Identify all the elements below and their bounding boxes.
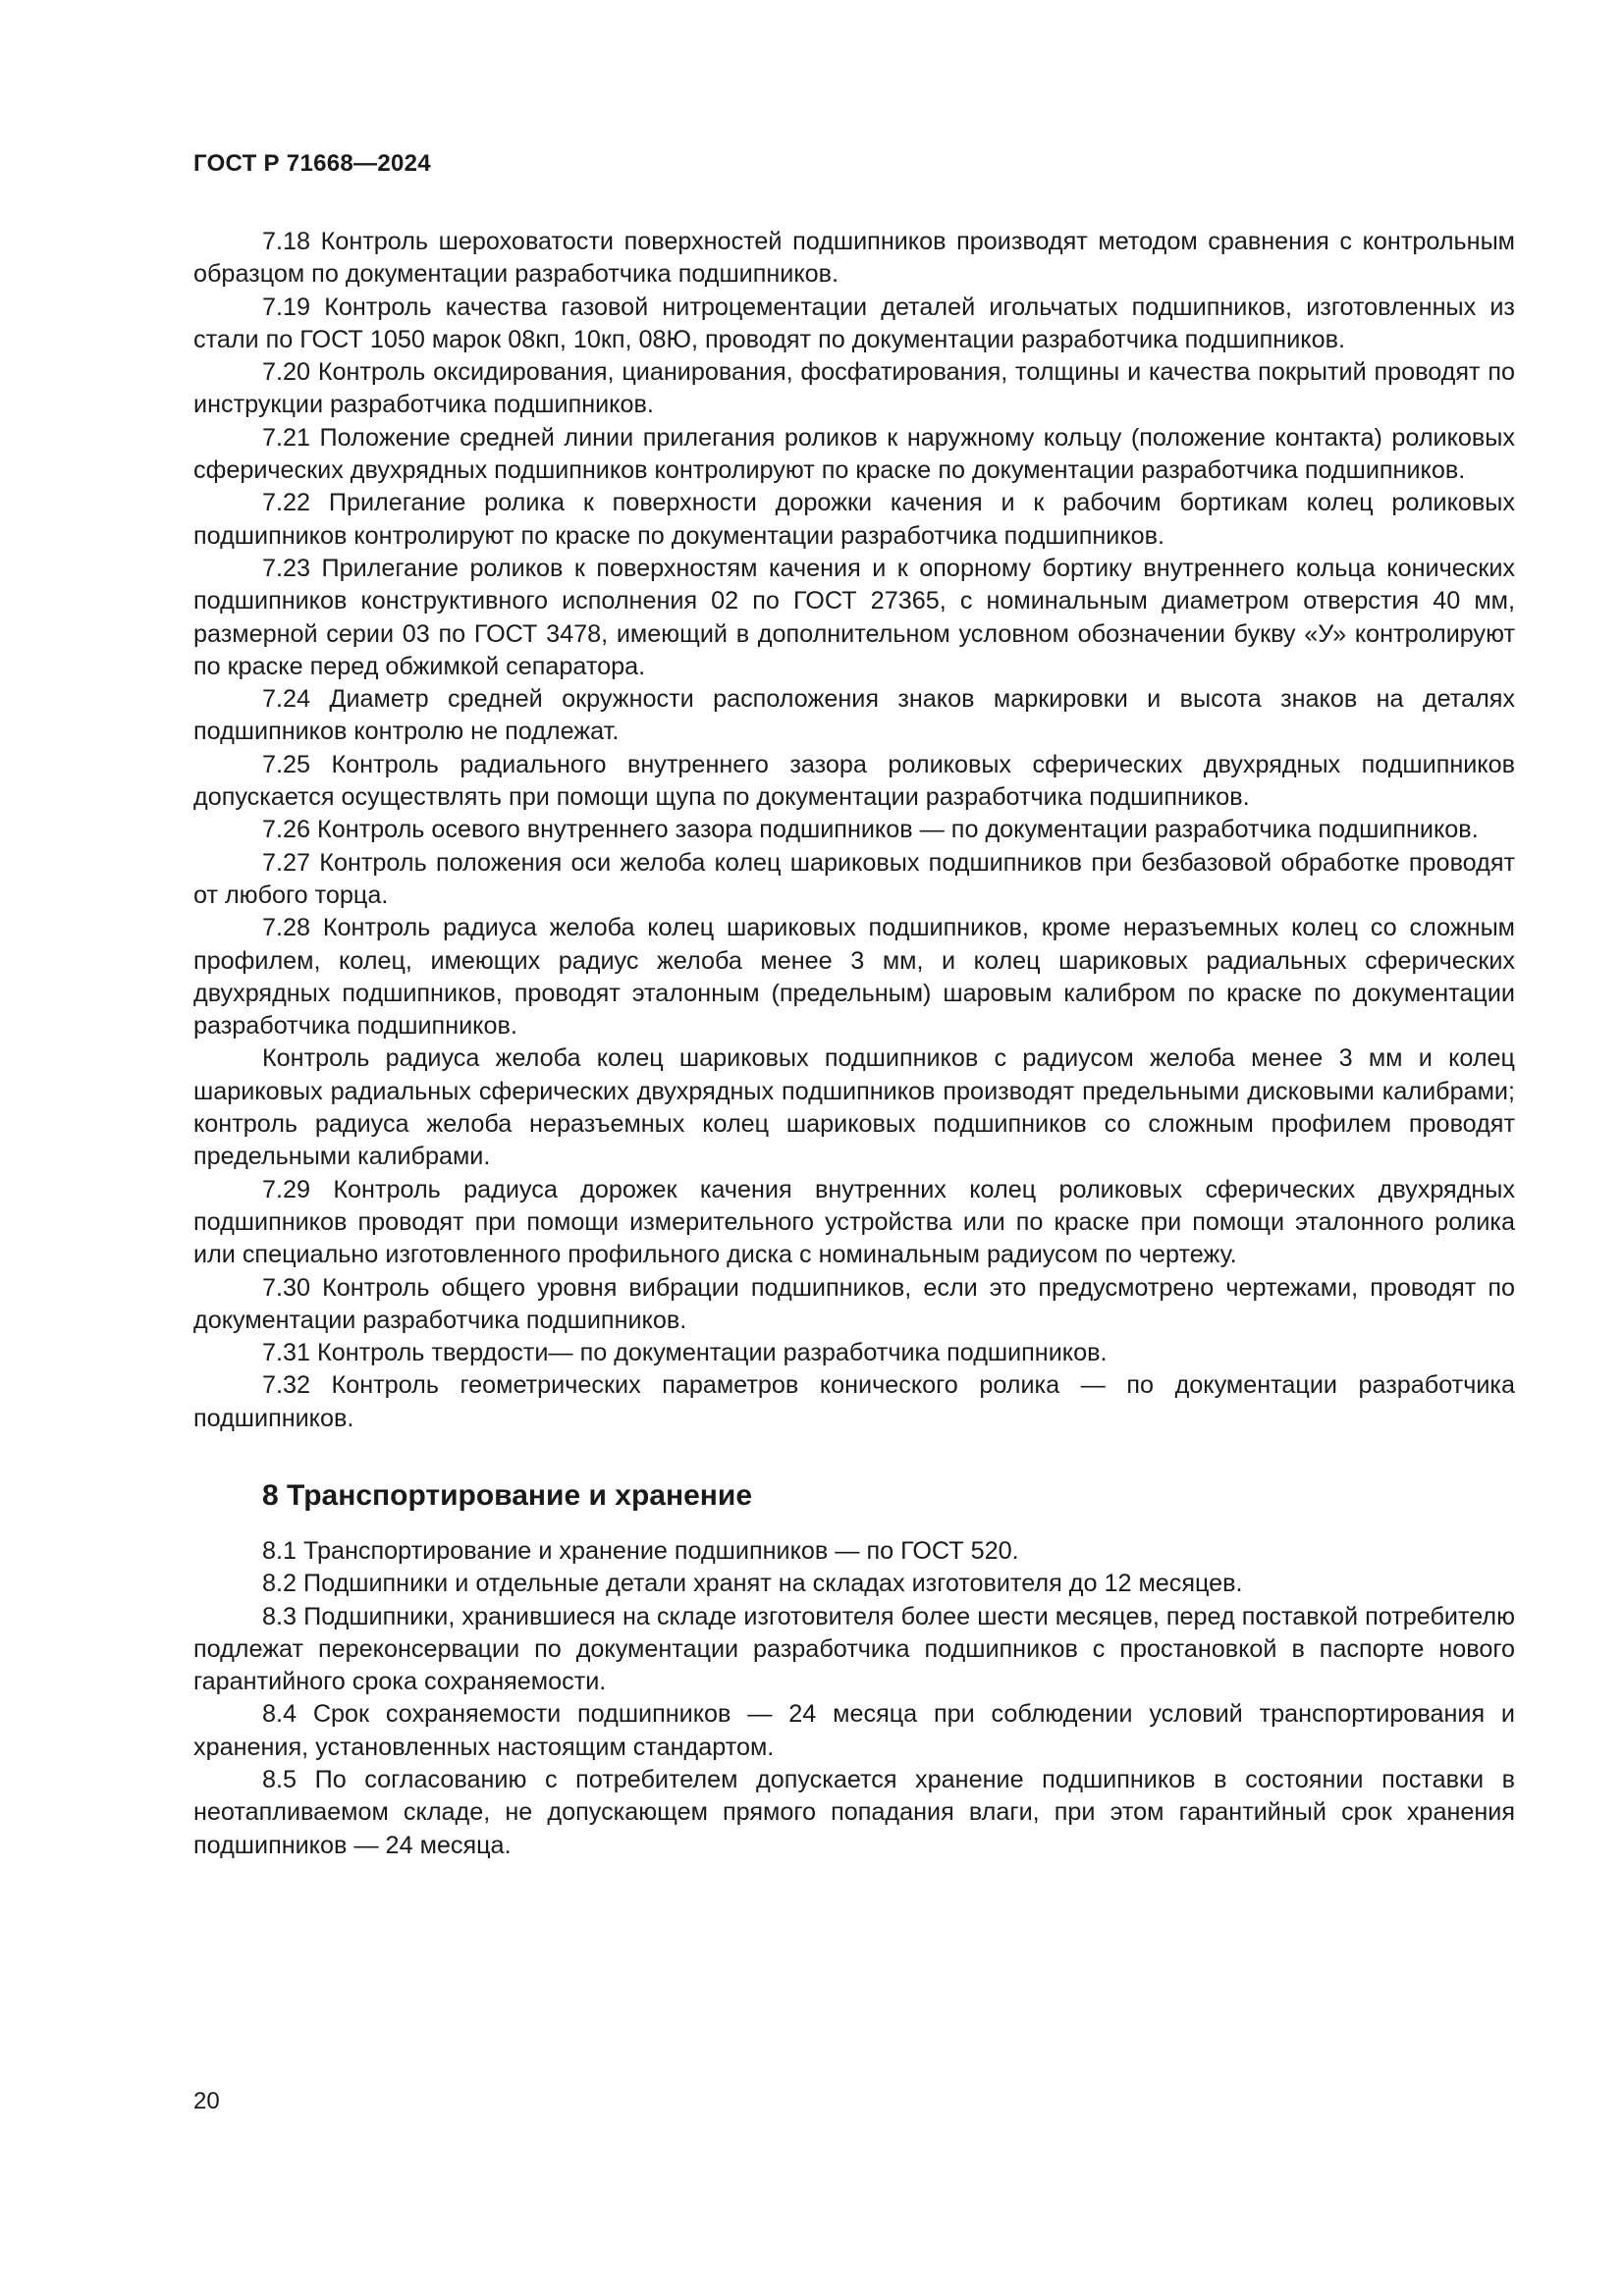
document-code-header: ГОСТ Р 71668—2024 bbox=[193, 150, 431, 177]
clause-7-25: 7.25 Контроль радиального внутреннего зазора роликовых сферических двухрядных подшипников допускается осуществлять при помощи щупа по документации разработчика подшипников. bbox=[193, 750, 1515, 812]
clause-8-3: 8.3 Подшипники, хранившиеся на складе изготовителя более шести месяцев, перед поставкой потребителю подлежат переконсервации по документации разработчика подшипников с простановкой в паспорте нового гарантийного срока сохраняемости. bbox=[193, 1602, 1515, 1696]
section-8-clauses bbox=[193, 1535, 1515, 1862]
clause-7-23: 7.23 Прилегание роликов к поверхностям качения и к опорному бортику внутреннего кольца конических подшипников конструктивного исполнения 02 по ГОСТ 27365, с номинальным диаметром отверстия 40 мм, размерной серии 03 по ГОСТ 3478, имеющий в дополнительном условном обозначении букву «У» контролируют по краске перед обжимкой сепаратора. bbox=[193, 554, 1515, 680]
section-8-heading: 8 Транспортирование и хранение bbox=[262, 1478, 753, 1512]
clause-8-4: 8.4 Срок сохраняемости подшипников — 24 месяца при соблюдении условий транспортирования и хранения, установленных настоящим стандартом. bbox=[193, 1700, 1515, 1761]
document-body bbox=[193, 226, 1515, 1862]
clause-7-22: 7.22 Прилегание ролика к поверхности дорожки качения и к рабочим бортикам колец роликовых подшипников контролируют по краске по документации разработчика подшипников. bbox=[193, 489, 1515, 550]
clause-7-28: 7.28 Контроль радиуса желоба колец шариковых подшипников, кроме неразъемных колец со сложным профилем, колец, имеющих радиус желоба менее 3 мм, и колец шариковых радиальных сферических двухрядных подшипников, проводят эталонным (предельным) шаровым калибром по краске по документации разработчика подшипников. bbox=[193, 914, 1515, 1041]
clause-7-31: 7.31 Контроль твердости— по документации разработчика подшипников. bbox=[262, 1339, 1108, 1367]
clause-7-28-continued: Контроль радиуса желоба колец шариковых подшипников с радиусом желоба менее 3 мм и колец шариковых радиальных сферических двухрядных подшипников производят предельными дисковыми калибрами; контроль радиуса желоба неразъемных колец шариковых подшипников со сложным профилем проводят предельными калибрами. bbox=[193, 1044, 1515, 1171]
clause-8-5: 8.5 По согласованию с потребителем допускается хранение подшипников в состоянии поставки в неотапливаемом складе, не допускающем прямого попадания влаги, при этом гарантийный срок хранения подшипников — 24 месяца. bbox=[193, 1766, 1515, 1859]
clause-7-26: 7.26 Контроль осевого внутреннего зазора подшипников — по документации разработчика подшипников. bbox=[262, 816, 1479, 844]
clause-7-24: 7.24 Диаметр средней окружности расположения знаков маркировки и высота знаков на деталях подшипников контролю не подлежат. bbox=[193, 685, 1515, 746]
clause-7-30: 7.30 Контроль общего уровня вибрации подшипников, если это предусмотрено чертежами, проводят по документации разработчика подшипников. bbox=[193, 1273, 1515, 1334]
clause-7-32: 7.32 Контроль геометрических параметров конического ролика — по документации разработчика подшипников. bbox=[193, 1371, 1515, 1432]
clause-8-2: 8.2 Подшипники и отдельные детали хранят на складах изготовителя до 12 месяцев. bbox=[262, 1570, 1243, 1598]
clause-7-27: 7.27 Контроль положения оси желоба колец шариковых подшипников при безбазовой обработке проводят от любого торца. bbox=[193, 848, 1515, 909]
clause-8-1: 8.1 Транспортирование и хранение подшипников — по ГОСТ 520. bbox=[262, 1536, 1019, 1565]
clause-7-19: 7.19 Контроль качества газовой нитроцементации деталей игольчатых подшипников, изготовленных из стали по ГОСТ 1050 марок 08кп, 10кп, 08Ю, проводят по документации разработчика подшипников. bbox=[193, 293, 1515, 353]
page-number: 20 bbox=[193, 2088, 220, 2114]
clause-7-18: 7.18 Контроль шероховатости поверхностей подшипников производят методом сравнения с контрольным образцом по документации разработчика подшипников. bbox=[193, 228, 1515, 289]
clause-7-21: 7.21 Положение средней линии прилегания роликов к наружному кольцу (положение контакта) роликовых сферических двухрядных подшипников контролируют по краске по документации разработчика подшипников. bbox=[193, 423, 1515, 485]
section-7-clauses bbox=[193, 226, 1515, 1435]
clause-7-20: 7.20 Контроль оксидирования, цианирования, фосфатирования, толщины и качества покрытий проводят по инструкции разработчика подшипников. bbox=[193, 358, 1515, 419]
clause-7-29: 7.29 Контроль радиуса дорожек качения внутренних колец роликовых сферических двухрядных подшипников проводят при помощи измерительного устройства или по краске при помощи эталонного ролика или специально изготовленного профильного диска с номинальным радиусом по чертежу. bbox=[193, 1175, 1515, 1269]
